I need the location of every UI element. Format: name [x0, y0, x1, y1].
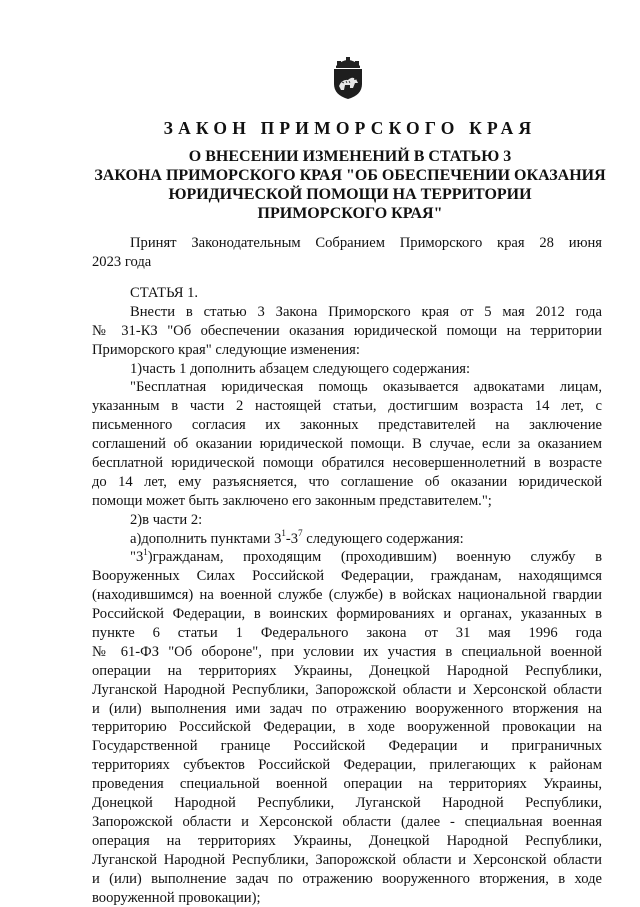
superscript: 1: [143, 548, 148, 556]
point-3-1-line: вооруженной провокации);: [92, 889, 602, 907]
quote-line: помощи может быть заключено его законным представителем.";: [92, 492, 602, 511]
subtitle-line: ЗАКОНА ПРИМОРСКОГО КРАЯ "ОБ ОБЕСПЕЧЕНИИ ОКАЗАНИЯ: [80, 166, 620, 185]
law-subtitle: [80, 147, 620, 223]
item-2a-text: следующего содержания:: [303, 531, 464, 547]
item-2: 2)в части 2:: [92, 511, 602, 530]
item-2a-text: -3: [286, 531, 298, 547]
point-3-1-line: Луганской Народной Республики, Запорожской области и Херсонской области: [92, 681, 602, 700]
item-2a: [92, 530, 602, 549]
point-3-1-line: и (или) выполнение задач по отражению вооруженного вторжения, в ходе: [92, 870, 602, 889]
quote-line: до 14 лет, ему разъясняется, что соглашение об оказании юридической: [92, 473, 602, 492]
point-text: )гражданам, проходящим (проходившим) военную службу в: [148, 549, 602, 565]
point-3-1-line: Российской Федерации, в воинских формированиях и органах, указанных в: [92, 605, 602, 624]
point-3-1-line: (находившимся) на военной службе (службе) в войсках национальной гвардии: [92, 586, 602, 605]
adoption-note: [92, 234, 602, 272]
item-1: 1)часть 1 дополнить абзацем следующего содержания:: [92, 360, 602, 379]
point-3-1-line: пункте 6 статьи 1 Федерального закона от 31 мая 1996 года: [92, 624, 602, 643]
item-2a-text: а)дополнить пунктами 3: [130, 531, 281, 547]
paragraph-line: № 31-КЗ "Об обеспечении оказания юридической помощи на территории: [92, 322, 602, 341]
point-3-1-line: [92, 548, 602, 567]
point-3-1-line: проведения специальной военной операции на территориях Украины,: [92, 775, 602, 794]
article-body: [92, 284, 602, 907]
point-3-1-line: операции на территориях Украины, Донецкой Народной Республики,: [92, 662, 602, 681]
quote-line: соглашений об оказании юридической помощи. В случае, если за оказанием: [92, 435, 602, 454]
quote-line: "Бесплатная юридическая помощь оказывается адвокатами лицам,: [92, 378, 602, 397]
point-text: "3: [130, 549, 143, 565]
paragraph-line: Внести в статью 3 Закона Приморского края от 5 мая 2012 года: [92, 303, 602, 322]
article-heading: СТАТЬЯ 1.: [92, 284, 602, 303]
subtitle-line: ПРИМОРСКОГО КРАЯ": [80, 204, 620, 223]
adoption-line: 2023 года: [92, 253, 602, 272]
quote-line: указанным в части 2 настоящей статьи, достигшим возраста 14 лет, с: [92, 397, 602, 416]
point-3-1-line: Донецкой Народной Республики, Луганской Народной Республики,: [92, 794, 602, 813]
point-3-1-line: операция на территориях Украины, Донецкой Народной Республики,: [92, 832, 602, 851]
subtitle-line: О ВНЕСЕНИИ ИЗМЕНЕНИЙ В СТАТЬЮ 3: [80, 147, 620, 166]
point-3-1-line: территориях субъектов Российской Федерации, прилегающих к районам: [92, 756, 602, 775]
point-3-1-line: территорию Российской Федерации, в ходе вооруженной провокации на: [92, 718, 602, 737]
law-title: ЗАКОН ПРИМОРСКОГО КРАЯ: [0, 118, 640, 139]
coat-of-arms-icon: [328, 52, 368, 100]
point-3-1-line: Государственной границе Российской Федерации и приграничных: [92, 737, 602, 756]
subtitle-line: ЮРИДИЧЕСКОЙ ПОМОЩИ НА ТЕРРИТОРИИ: [80, 185, 620, 204]
paragraph-line: Приморского края" следующие изменения:: [92, 341, 602, 360]
quote-line: письменного согласия их законных представителей на заключение: [92, 416, 602, 435]
point-3-1-line: Вооруженных Силах Российской Федерации, гражданам, находящимся: [92, 567, 602, 586]
point-3-1-line: и (или) выполнения ими задач по отражению вооруженного вторжения на: [92, 700, 602, 719]
superscript: 7: [298, 528, 303, 538]
adoption-line: Принят Законодательным Собранием Приморского края 28 июня: [92, 234, 602, 253]
quote-line: бесплатной юридической помощи обратился несовершеннолетний в возрасте: [92, 454, 602, 473]
point-3-1-line: № 61-ФЗ "Об обороне", при условии их участия в специальной военной: [92, 643, 602, 662]
point-3-1-line: Запорожской области и Херсонской области (далее - специальная военная: [92, 813, 602, 832]
superscript: 1: [281, 528, 286, 538]
point-3-1-line: Луганской Народной Республики, Запорожской области и Херсонской области: [92, 851, 602, 870]
